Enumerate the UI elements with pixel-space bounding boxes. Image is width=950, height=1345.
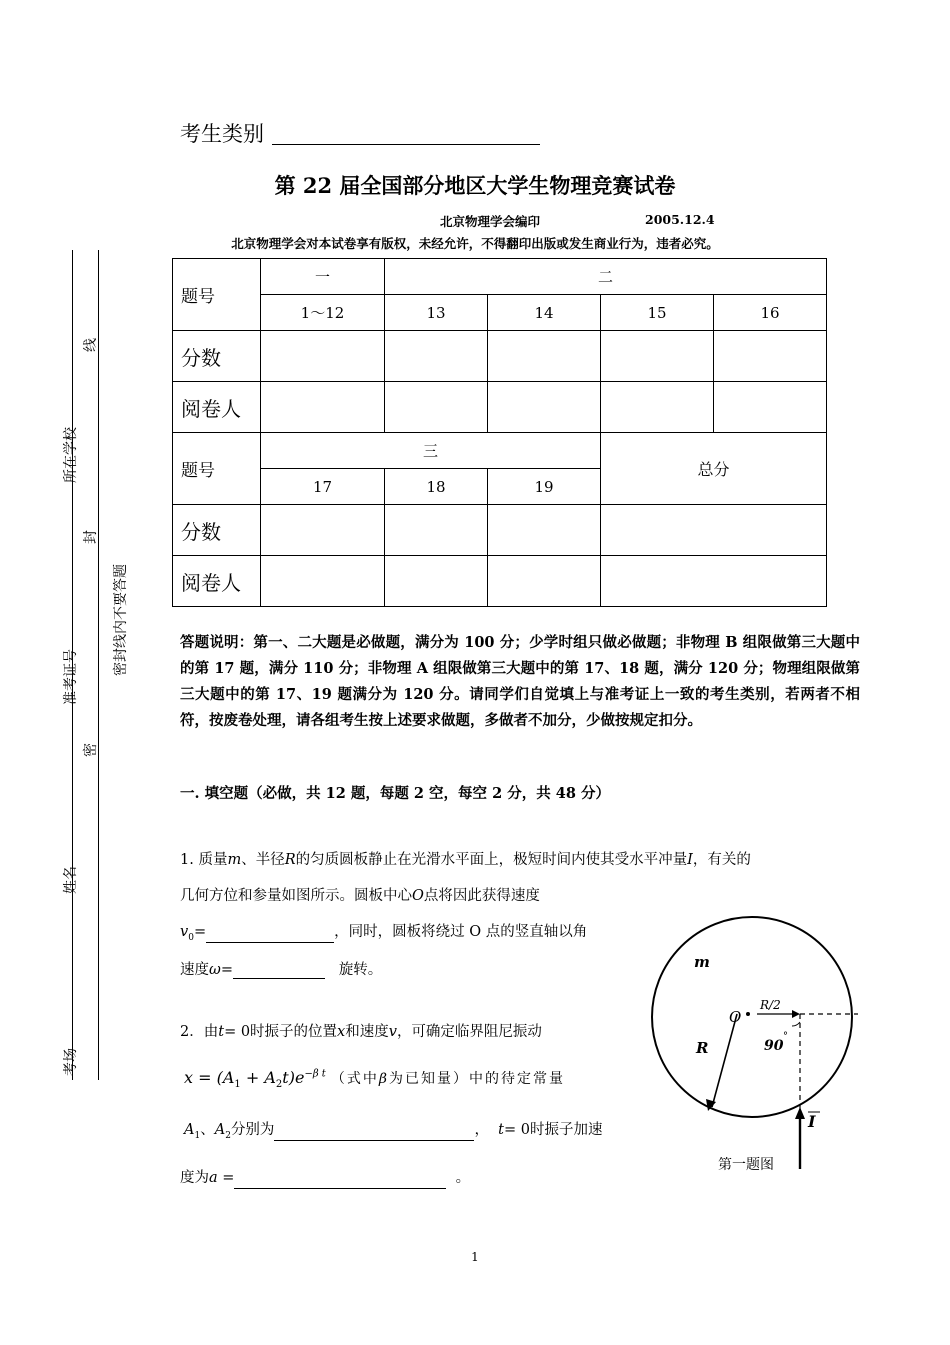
center-point bbox=[746, 1012, 750, 1016]
grader-cell[interactable] bbox=[488, 556, 601, 607]
margin-notice: 密封线内不要答题 bbox=[113, 564, 129, 676]
q2-line4: 度为a = 。 bbox=[180, 1166, 470, 1189]
total-header: 总分 bbox=[601, 433, 827, 505]
question-cell: 1～12 bbox=[261, 295, 385, 331]
part1-header: 一 bbox=[261, 259, 385, 295]
grader-cell[interactable] bbox=[261, 382, 385, 433]
margin-seal-mark: 封 bbox=[83, 530, 99, 544]
disk-circle bbox=[652, 917, 852, 1117]
grader-cell[interactable] bbox=[714, 382, 827, 433]
page-title: 第 22 届全国部分地区大学生物理竞赛试卷 bbox=[274, 173, 676, 198]
score-cell[interactable] bbox=[488, 505, 601, 556]
q1-line2: 几何方位和参量如图所示。圆板中心O点将因此获得速度 bbox=[180, 888, 540, 904]
qnum-label: 题号 bbox=[173, 433, 261, 505]
label-I: I bbox=[808, 1112, 816, 1131]
half-radius-arrowhead bbox=[792, 1010, 800, 1018]
category-input-line[interactable] bbox=[272, 144, 540, 145]
grader-cell[interactable] bbox=[385, 382, 488, 433]
margin-line-mark: 线 bbox=[83, 338, 99, 352]
radius-arrow-line bbox=[712, 1014, 737, 1107]
question-cell: 15 bbox=[601, 295, 714, 331]
label-m: m bbox=[694, 953, 710, 971]
date: 2005.12.4 bbox=[645, 212, 715, 227]
page-number: 1 bbox=[471, 1250, 479, 1264]
label-O: O bbox=[729, 1008, 742, 1026]
question-cell: 18 bbox=[385, 469, 488, 505]
grader-cell[interactable] bbox=[385, 556, 488, 607]
category-label: 考生类别 bbox=[180, 122, 264, 146]
score-cell[interactable] bbox=[385, 331, 488, 382]
score-cell[interactable] bbox=[714, 331, 827, 382]
total-grader-cell[interactable] bbox=[601, 556, 827, 607]
total-score-cell[interactable] bbox=[601, 505, 827, 556]
question-cell: 14 bbox=[488, 295, 601, 331]
score-cell[interactable] bbox=[385, 505, 488, 556]
q1-line3: $v_0=$ ，同时，圆板将绕过 O 点的竖直轴以角 bbox=[180, 924, 588, 943]
grader-cell[interactable] bbox=[488, 382, 601, 433]
copyright-notice: 北京物理学会对本试卷享有版权，未经允许，不得翻印出版或发生商业行为，违者必究。 bbox=[231, 236, 719, 251]
margin-name: 姓名 bbox=[63, 866, 79, 894]
figure-disk bbox=[640, 915, 870, 1185]
q1-omega-blank[interactable] bbox=[233, 962, 325, 979]
q1-velocity-blank[interactable] bbox=[206, 926, 334, 943]
score-cell[interactable] bbox=[601, 331, 714, 382]
question-cell: 19 bbox=[488, 469, 601, 505]
score-cell[interactable] bbox=[261, 331, 385, 382]
impulse-arrowhead bbox=[795, 1107, 805, 1119]
question-cell: 17 bbox=[261, 469, 385, 505]
section1-heading: 一. 填空题（必做，共 12 题，每题 2 空，每空 2 分，共 48 分） bbox=[180, 785, 611, 802]
score-label: 分数 bbox=[173, 505, 261, 556]
grader-label: 阅卷人 bbox=[173, 556, 261, 607]
label-90: 90 bbox=[764, 1038, 784, 1054]
label-R-half: R/2 bbox=[760, 998, 781, 1012]
question-cell: 13 bbox=[385, 295, 488, 331]
grader-cell[interactable] bbox=[261, 556, 385, 607]
q1-line1: 1. 质量m、半径R的匀质圆板静止在光滑水平面上，极短时间内使其受水平冲量I，有关的 bbox=[180, 852, 751, 868]
part2-header: 二 bbox=[385, 259, 827, 295]
label-degree: ° bbox=[783, 1031, 788, 1042]
publisher: 北京物理学会编印 bbox=[440, 214, 541, 229]
margin-exam-id: 准考证号 bbox=[63, 649, 79, 705]
q2-line1: 2．由t= 0时振子的位置x和速度v，可确定临界阻尼振动 bbox=[180, 1024, 542, 1040]
seal-line-inner bbox=[98, 250, 99, 1080]
figure-caption: 第一题图 bbox=[718, 1157, 774, 1173]
score-cell[interactable] bbox=[261, 505, 385, 556]
right-angle-arc bbox=[792, 1022, 800, 1026]
label-R: R bbox=[696, 1039, 709, 1057]
grader-cell[interactable] bbox=[601, 382, 714, 433]
question-cell: 16 bbox=[714, 295, 827, 331]
score-cell[interactable] bbox=[488, 331, 601, 382]
q2-constants-blank[interactable] bbox=[274, 1124, 474, 1141]
margin-school: 所在学校 bbox=[63, 427, 79, 483]
q1-line4: 速度ω= 旋转。 bbox=[180, 962, 383, 978]
qnum-label: 题号 bbox=[173, 259, 261, 331]
q2-line3: $A_1$、$A_2$分别为 ， t= 0时振子加速 bbox=[184, 1122, 603, 1141]
margin-secret-mark: 密 bbox=[83, 743, 99, 757]
grader-label: 阅卷人 bbox=[173, 382, 261, 433]
part3-header: 三 bbox=[261, 433, 601, 469]
score-label: 分数 bbox=[173, 331, 261, 382]
q2-acceleration-blank[interactable] bbox=[234, 1172, 446, 1189]
instructions: 答题说明：第一、二大题是必做题，满分为 100 分；少学时组只做必做题；非物理 B 组限做第三大题中的第 17 题，满分 110 分；非物理 A 组限做第三大题中的第 17、18 题，满分 120 分；物理组限做第三大题中的第 17、19 题满分为 120 分。请同学们自觉填上与准考证上一致的考生类别，若两者不相符，按废卷处理，请各组考生按上述要求做题，多做者不加分，少做按规定扣分。 bbox=[180, 634, 860, 729]
score-table bbox=[172, 258, 827, 607]
margin-room: 考场 bbox=[63, 1048, 79, 1076]
q2-formula-line: $x = (A_1 + A_2t)e^{-\beta t}$ （式中β为已知量）中的待定常量 bbox=[184, 1068, 565, 1091]
